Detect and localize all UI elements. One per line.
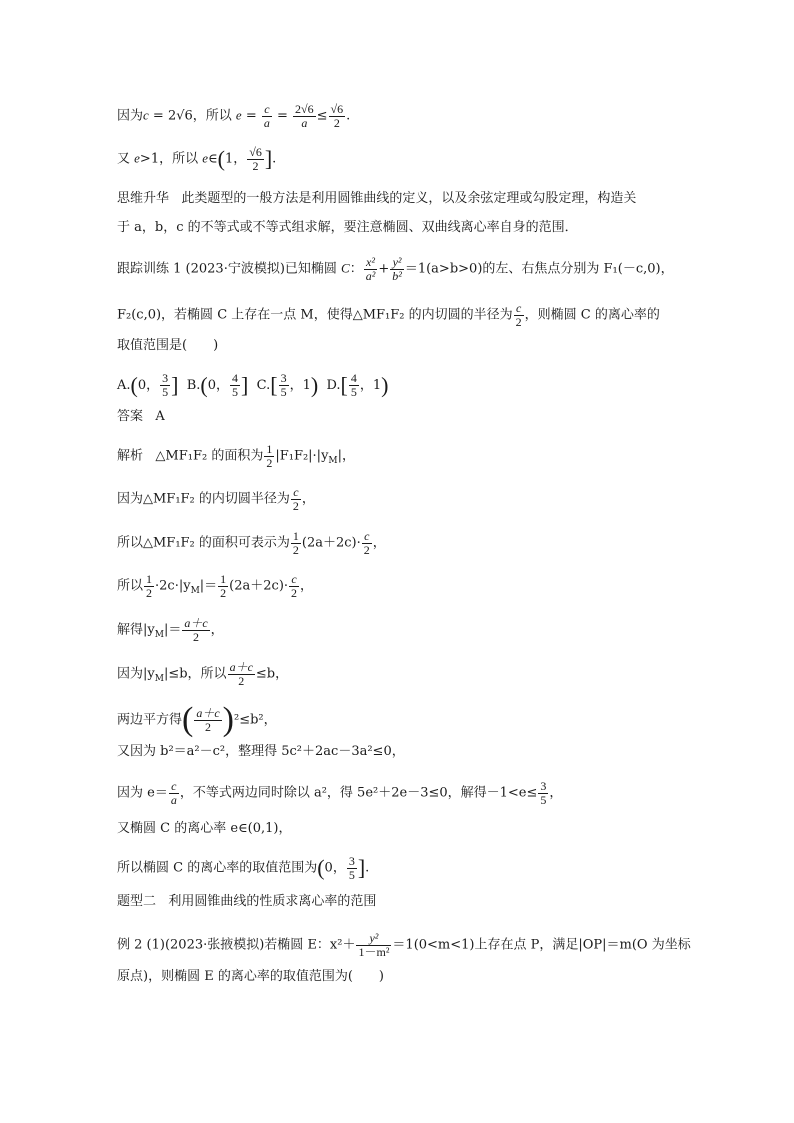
line-13 [117,573,313,599]
line-7 [117,339,218,352]
line-21 [117,895,376,908]
text: ， [372,535,386,551]
line-20 [117,855,369,881]
var-e: e [202,150,208,166]
line-5 [117,256,674,282]
answer-label: 答案 [117,409,144,424]
answer-value: A [155,409,165,424]
text: ，1 [359,377,382,393]
option-c[interactable] [256,371,319,399]
denominator: 2 [266,455,273,470]
var-c: c [143,107,149,123]
fraction [228,661,255,687]
line-14 [117,617,224,643]
text: ， [300,578,314,594]
left-paren: ( [217,146,225,172]
text: |F₁F₂|·|y [275,448,329,464]
right-paren: ) [310,372,319,398]
analysis-label: 解析 [117,448,144,464]
text: ·2c·|y [155,578,191,594]
text: ， [549,785,563,801]
subscript: M [154,674,164,685]
denominator: 2 [515,314,522,329]
numerator: c [362,530,372,544]
text: |＝ [199,578,218,594]
text: 因为 [117,108,144,124]
text: 所以椭圆 C 的离心率的取值范围为 [117,860,318,876]
option-b[interactable] [186,371,249,399]
var-e: e [235,107,242,123]
options-line [117,372,388,398]
numerator: c [169,780,179,794]
text: 又 [117,151,135,167]
text: ≤ [316,108,328,124]
text: |≤b，所以 [163,666,227,682]
denominator: 2 [193,629,199,644]
numerator: 4 [232,371,239,385]
text: 1， [224,151,247,167]
numerator: a＋c [196,705,220,720]
denominator: 2 [252,158,259,173]
subscript: M [328,456,338,467]
section-title: 利用圆锥曲线的性质求离心率的范围 [168,894,377,909]
text: ＝1(a>b>0)的左、右焦点分别为 F₁(－c,0)， [404,261,674,277]
denominator: a [263,115,270,130]
text: 取值范围是( ) [117,338,219,353]
numerator: a＋c [229,660,253,674]
denominator: b² [392,268,402,283]
text: 又因为 b²＝a²－c²，整理得 5c²＋2ac－3a²≤0， [117,744,405,759]
numerator: c [291,486,301,500]
denominator: 2 [292,542,299,557]
text: 0， [207,377,230,393]
fraction [218,573,228,599]
line-6 [117,302,660,328]
text: 跟踪训练 1 (2023·宁波模拟)已知椭圆 [117,261,342,277]
line-22 [117,932,691,958]
option-label: D. [326,377,341,393]
line-17 [117,745,405,758]
text: ≤b， [255,666,289,682]
denominator: a [170,792,177,807]
text: ， [301,491,315,507]
fraction [390,256,404,282]
numerator: y² [356,932,391,946]
line-3 [117,192,636,205]
denominator: 1－m² [358,944,390,959]
right-paren: ) [222,701,234,738]
text: 因为 e＝ [117,785,168,801]
right-paren: ) [381,372,389,398]
fraction [144,573,154,599]
denominator: 2 [205,719,211,734]
line-2 [117,146,276,172]
denominator: 2 [363,542,370,557]
text: 两边平方得 [117,712,183,728]
fraction [347,855,357,881]
numerator: √6 [330,102,344,116]
fraction [289,573,299,599]
fraction [291,530,301,556]
fraction [349,372,359,398]
denominator: 5 [350,384,357,399]
numerator: 1 [146,572,153,586]
fraction [293,103,316,129]
text: 解得|y [117,622,155,638]
text: . [272,151,277,167]
text: ，则椭圆 C 的离心率的 [524,307,660,323]
line-15 [117,661,288,687]
fraction [364,256,378,282]
denominator: 5 [540,792,547,807]
fraction [538,780,548,806]
fraction [247,146,264,172]
text: = 2√6，所以 [148,108,236,124]
numerator: 3 [540,779,547,793]
text: . [365,860,370,876]
fraction [329,103,346,129]
text: ，1 [289,377,311,393]
text: ， [210,622,224,638]
text: |， [337,448,356,464]
text: ∈ [208,151,218,167]
var-C: C [341,260,350,276]
option-a[interactable] [117,371,179,399]
text: 因为|y [117,666,155,682]
fraction [160,372,170,398]
denominator: 2 [333,115,340,130]
denominator: 5 [162,384,169,399]
numerator: 3 [162,371,169,385]
section-label: 题型二 [117,894,157,909]
denominator: 5 [280,384,287,399]
denominator: 2 [292,498,299,513]
var-e: e [134,150,140,166]
text: 0， [137,377,160,393]
text: F₂(c,0)，若椭圆 C 上存在一点 M，使得△MF₁F₂ 的内切圆的半径为 [117,307,513,323]
line-12 [117,530,386,556]
numerator: c [514,302,524,316]
text: △MF₁F₂ 的面积为 [155,448,264,464]
line-19 [117,822,291,835]
section-label: 思维升华 [117,191,170,206]
option-label: B. [186,377,201,393]
line-10 [117,443,355,469]
line-4 [117,221,578,234]
denominator: 2 [146,585,153,600]
numerator: c [289,573,299,587]
line-11 [117,486,315,512]
fraction [264,443,274,469]
numerator: 1 [266,442,273,456]
denominator: 5 [232,384,239,399]
line-18 [117,780,562,806]
denominator: a² [365,268,376,283]
text: >1，所以 [139,151,203,167]
fraction [182,617,209,643]
line-1 [117,103,350,129]
fraction [262,103,272,129]
denominator: 2 [291,585,298,600]
fraction [291,486,301,512]
text: ＝1(0<m<1)上存在点 P，满足|OP|＝m(O 为坐标 [392,937,691,953]
numerator: 4 [350,371,357,385]
left-paren: ( [200,372,208,398]
subscript: M [190,586,200,597]
text: 原点)，则椭圆 E 的离心率的取值范围为( ) [117,969,384,984]
text: (2a＋2c)· [301,535,361,551]
denominator: a [301,115,308,130]
text: ²≤b²， [234,712,277,728]
numerator: y² [390,256,404,270]
text: 因为△MF₁F₂ 的内切圆半径为 [117,491,290,507]
text: ： [349,261,363,277]
fraction [514,302,524,328]
text: = [272,108,293,124]
left-bracket: [ [270,372,278,398]
text: 又椭圆 C 的离心率 e∈(0,1)， [117,821,292,836]
fraction [194,707,221,733]
numerator: c [262,103,272,117]
text: 0， [324,860,346,876]
fraction [169,780,179,806]
left-paren: ( [317,855,325,881]
text: . [346,108,351,124]
text: 例 2 (1)(2023·张掖模拟)若椭圆 E：x²＋ [117,937,356,953]
text: ，不等式两边同时除以 a²，得 5e²＋2e－3≤0，解得－1<e≤ [179,785,538,801]
right-bracket: ] [357,855,366,881]
text: 所以 [117,578,144,594]
left-paren: ( [130,372,138,398]
fraction [279,372,289,398]
right-bracket: ] [241,372,249,398]
denominator: 2 [238,673,245,688]
right-bracket: ] [264,146,273,172]
text: + [378,261,390,277]
text: 此类题型的一般方法是利用圆锥曲线的定义，以及余弦定理或勾股定理，构造关 [181,191,637,206]
option-label: C. [256,377,271,393]
left-paren: ( [182,701,194,738]
fraction [230,372,240,398]
line-16 [117,703,277,737]
numerator: 1 [220,572,227,586]
numerator: 3 [348,854,355,868]
text: 于 a，b，c 的不等式或不等式组求解，要注意椭圆、双曲线离心率自身的范围． [117,220,578,235]
numerator: a＋c [184,616,208,630]
option-d[interactable] [326,371,389,399]
option-label: A. [117,377,131,393]
text: (2a＋2c)· [229,578,289,594]
text: = [241,108,261,124]
line-23 [117,970,384,983]
text: 所以△MF₁F₂ 的面积可表示为 [117,535,290,551]
numerator: 3 [280,371,287,385]
text: |＝ [163,622,182,638]
fraction [362,530,372,556]
subscript: M [154,630,164,641]
left-bracket: [ [340,372,348,398]
denominator: 5 [348,867,355,882]
answer-line [117,410,165,423]
fraction [356,932,391,958]
numerator: x² [364,256,378,270]
denominator: 2 [220,585,227,600]
numerator: 2√6 [295,102,314,116]
numerator: 1 [292,529,299,543]
right-bracket: ] [171,372,179,398]
numerator: √6 [249,145,262,159]
